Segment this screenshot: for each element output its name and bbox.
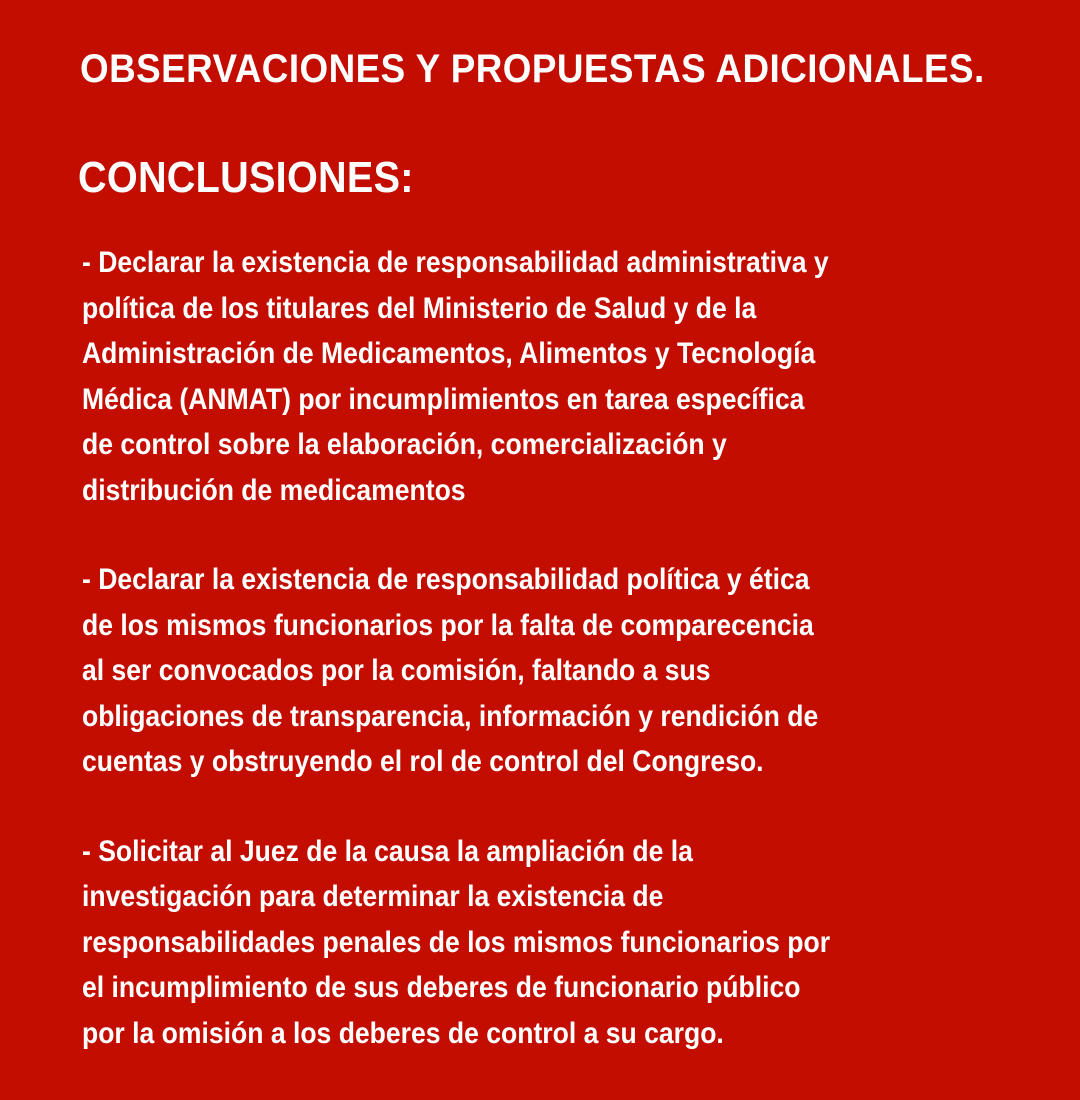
conclusion-line: distribución de medicamentos — [82, 473, 466, 507]
conclusion-line: al ser convocados por la comisión, faltando a sus — [82, 654, 711, 687]
conclusion-line: responsabilidades penales de los mismos funcionarios por — [82, 925, 831, 959]
conclusions-list — [82, 240, 1042, 1100]
conclusion-item — [82, 829, 1042, 1057]
conclusion-line: de los mismos funcionarios por la falta de comparecencia — [82, 608, 814, 642]
conclusion-line: cuentas y obstruyendo el rol de control del Congreso. — [82, 745, 764, 778]
conclusion-line: por la omisión a los deberes de control a su cargo. — [82, 1016, 724, 1050]
conclusion-line: el incumplimiento de sus deberes de funcionario público — [82, 971, 801, 1004]
conclusion-line: - Solicitar al Juez de la causa la ampliación de la — [82, 834, 693, 868]
section-heading-conclusiones: CONCLUSIONES: — [78, 153, 414, 202]
conclusion-line: Médica (ANMAT) por incumplimientos en tarea específica — [82, 382, 805, 416]
conclusion-line: política de los titulares del Ministerio de Salud y de la — [82, 291, 757, 325]
conclusion-line: - Declarar la existencia de responsabilidad administrativa y — [82, 246, 829, 279]
conclusion-line: investigación para determinar la existencia de — [82, 880, 664, 913]
conclusion-line: de control sobre la elaboración, comercialización y — [82, 428, 727, 461]
main-heading: OBSERVACIONES Y PROPUESTAS ADICIONALES. — [80, 47, 985, 91]
conclusion-line: Administración de Medicamentos, Alimentos y Tecnología — [82, 337, 816, 370]
conclusion-item — [82, 557, 1042, 785]
conclusion-item — [82, 240, 1042, 513]
conclusion-line: obligaciones de transparencia, información y rendición de — [82, 699, 819, 733]
conclusion-line: - Declarar la existencia de responsabilidad política y ética — [82, 563, 810, 596]
